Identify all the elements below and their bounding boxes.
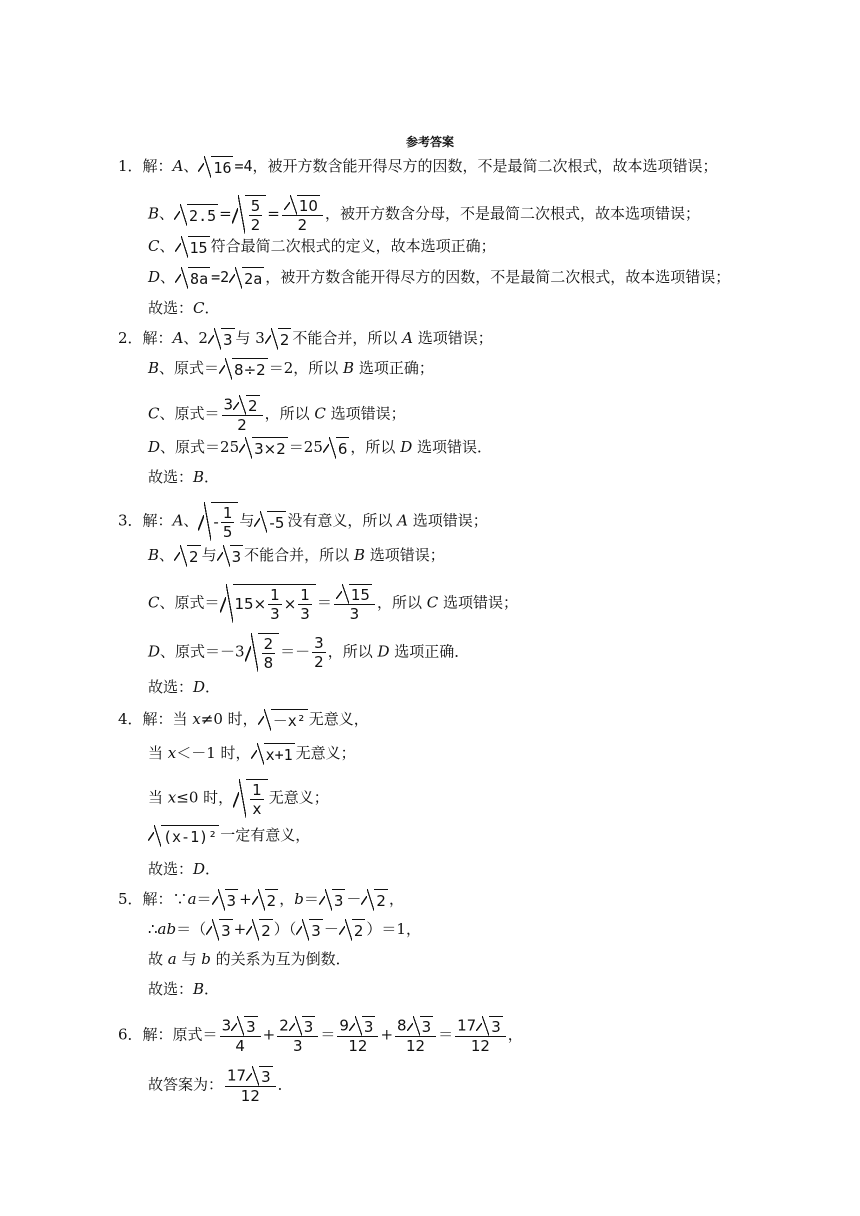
q1-line-c: C、 15 符合最简二次根式的定义，故本选项正确； [148, 237, 496, 257]
radical: 16 [198, 156, 233, 178]
radical: -5 [254, 511, 286, 533]
radical: 2 [265, 328, 292, 350]
q5-line-3: 故 a 与 b 的关系为互为倒数． [148, 950, 351, 968]
question-number: 3． [118, 511, 143, 530]
q3-line-d: D、原式＝－3 $\frac{2}{8}$ ＝－ $\frac{3}{2}$ ，所以 D 选项正确． [148, 634, 470, 672]
radical: 3 [212, 889, 239, 911]
radical: 3 [208, 328, 235, 350]
q5-line-2: ∴ab＝（ 3 + 2 ）（ 3 － 2 ）＝1， [148, 920, 421, 940]
q2-line-a: 2．解：A、2 3 与 3 2 不能合并，所以 A 选项错误； [118, 329, 493, 349]
q2-line-c: C、原式＝ $\frac{3 2}{2}$ ，所以 C 选项错误； [148, 395, 406, 434]
radical: 2 [361, 889, 388, 911]
radical: 2 [339, 919, 366, 941]
fraction: $\frac{3}{2}$ [314, 634, 324, 671]
fraction: $\frac{17 3}{12}$ [455, 1016, 506, 1055]
page-title: 参考答案 [405, 135, 454, 149]
radical: 3 [217, 545, 244, 567]
q4-line-2: 当 x＜－1 时， x+1 无意义； [148, 744, 356, 764]
fraction: $\frac{9 3}{12}$ [337, 1016, 378, 1055]
radical: 6 [323, 437, 350, 459]
q6-answer: 故答案为： $\frac{17 3}{12}$ ． [148, 1066, 293, 1105]
q1-line-d: D、 8a =2 2a ，被开方数含能开得尽方的因数，不是最简二次根式，故本选项错误； [148, 268, 731, 288]
radical: 3 [206, 919, 233, 941]
fraction: $\frac{8 3}{12}$ [395, 1016, 436, 1055]
fraction: $\frac{15}{3}$ [334, 584, 375, 623]
q5-line-1: 5．解：∵a＝ 3 + 2 ，b＝ 3 － 2 ， [118, 890, 404, 910]
fraction: $\frac{3 2}{2}$ [222, 395, 263, 434]
radical: 2 [246, 919, 273, 941]
fraction: $\frac{17 3}{12}$ [225, 1066, 276, 1105]
radical: (x-1)² [148, 825, 219, 847]
q4-line-4: (x-1)² 一定有意义， [148, 825, 310, 847]
radical: 15× $\frac{1}{3}$ × $\frac{1}{3}$ [220, 584, 316, 623]
q5-answer: 故选：B． [148, 980, 220, 998]
radical: 15 [175, 236, 210, 258]
fraction: $\frac{10}{2}$ [282, 195, 323, 234]
radical: - $\frac{1}{5}$ [198, 502, 238, 541]
q3-line-c: C、原式＝ 15× $\frac{1}{3}$ × $\frac{1}{3}$ ＝ $\frac{15}{3}$ ，所以 C 选项错误； [148, 586, 518, 623]
question-number: 2． [118, 329, 143, 347]
radical: 3 [296, 919, 323, 941]
radical: 3×2 [239, 437, 288, 459]
q4-answer: 故选：D． [148, 860, 221, 878]
radical: 8÷2 [219, 358, 268, 380]
radical: 2 [174, 545, 201, 567]
q6-line-1: 6．解：原式＝ $\frac{3 3}{4}$ + $\frac{2 3}{3}$ ＝ $\frac{9 3}{12}$ + $\frac{8 3}{12}$ ＝ $\frac{17 3}{12}$ ， [118, 1016, 523, 1055]
fraction: $\frac{3 3}{4}$ [220, 1016, 261, 1055]
q4-line-1: 4．解：当 x≠0 时， －x² 无意义， [118, 710, 369, 730]
q1-line-b: B、 2.5 = $\frac{5}{2}$ = $\frac{10}{2}$ ，被开方数含分母，不是最简二次根式，故本选项错误； [148, 197, 700, 234]
radical: －x² [258, 709, 308, 731]
q1-answer: 故选：C． [148, 299, 220, 317]
question-number: 4． [118, 710, 143, 728]
q4-line-3: 当 x≤0 时， $\frac{1}{x}$ 无意义； [148, 781, 329, 818]
q1-line-a: 1．解：A、 16 =4，被开方数含能开得尽方的因数，不是最简二次根式，故本选项错误； [118, 157, 718, 177]
radical: 2a [229, 267, 264, 289]
radical: 2.5 [174, 204, 218, 226]
q2-line-d: D、原式＝25 3×2 ＝25 6 ，所以 D 选项错误． [148, 438, 493, 458]
q2-answer: 故选：B． [148, 468, 220, 486]
radical: 2 [252, 889, 279, 911]
radical: $\frac{1}{x}$ [233, 779, 268, 818]
q3-answer: 故选：D． [148, 678, 221, 696]
radical: x+1 [251, 743, 295, 765]
q2-line-b: B、原式＝ 8÷2 ＝2，所以 B 选项正确； [148, 359, 434, 379]
question-number: 5． [118, 890, 143, 908]
q3-line-b: B、 2 与 3 不能合并，所以 B 选项错误； [148, 546, 445, 566]
radical: $\frac{5}{2}$ [232, 195, 267, 234]
radical: 3 [319, 889, 346, 911]
fraction: $\frac{2 3}{3}$ [277, 1016, 318, 1055]
question-number: 6． [118, 1025, 143, 1044]
question-number: 1． [118, 157, 143, 175]
radical: $\frac{2}{8}$ [245, 633, 280, 672]
radical: 8a [175, 267, 210, 289]
q3-line-a: 3．解：A、 - $\frac{1}{5}$ 与 -5 没有意义，所以 A 选项错误； [118, 504, 488, 541]
